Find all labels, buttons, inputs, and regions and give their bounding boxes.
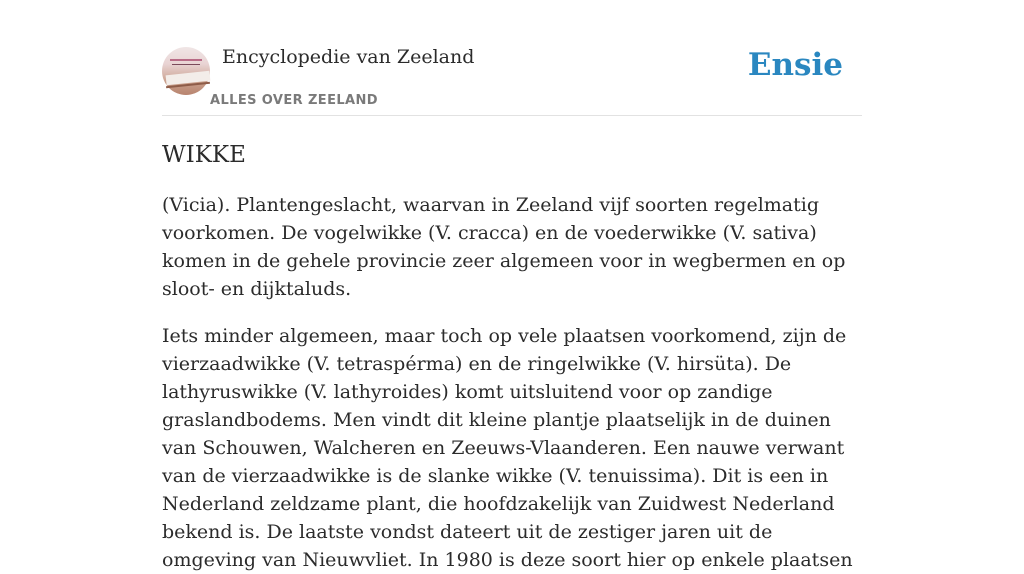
site-avatar[interactable] bbox=[162, 47, 210, 95]
avatar-decoration bbox=[172, 64, 200, 65]
site-header bbox=[162, 0, 862, 116]
avatar-decoration bbox=[170, 59, 202, 61]
entry-paragraph: Iets minder algemeen, maar toch op vele plaatsen voorkomend, zijn de vierzaadwikke (V. tetraspérma) en de ringelwikke (V. hirsüta). De lathyruswikke (V. lathyroides) komt uitsluitend voor op zandige graslandbodems. Men vindt dit kleine plantje plaatselijk in de duinen van Schouwen, Walcheren en Zeeuws-Vlaanderen. Een nauwe verwant van de vierzaadwikke is de slanke wikke (V. tenuissima). Dit is een in Nederland zeldzame plant, die hoofdzakelijk van Zuidwest Nederland bekend is. De laatste vondst dateert uit de zestiger jaren uit de omgeving van Nieuwvliet. In 1980 is deze soort hier op enkele plaatsen bbox=[162, 324, 853, 571]
brand-logo[interactable]: Ensie bbox=[747, 47, 843, 83]
page-container bbox=[162, 0, 862, 574]
entry-paragraph: (Vicia). Plantengeslacht, waarvan in Zeeland vijf soorten regelmatig voorkomen. De vogelwikke (V. cracca) en de voederwikke (V. sativa) komen in de gehele provincie zeer algemeen voor in wegbermen en op sloot- en dijktaluds. bbox=[162, 193, 846, 300]
entry-title: WIKKE bbox=[162, 142, 246, 168]
site-title[interactable]: Encyclopedie van Zeeland bbox=[222, 46, 475, 68]
site-subtitle: ALLES OVER ZEELAND bbox=[210, 93, 378, 108]
entry-body bbox=[162, 191, 862, 574]
